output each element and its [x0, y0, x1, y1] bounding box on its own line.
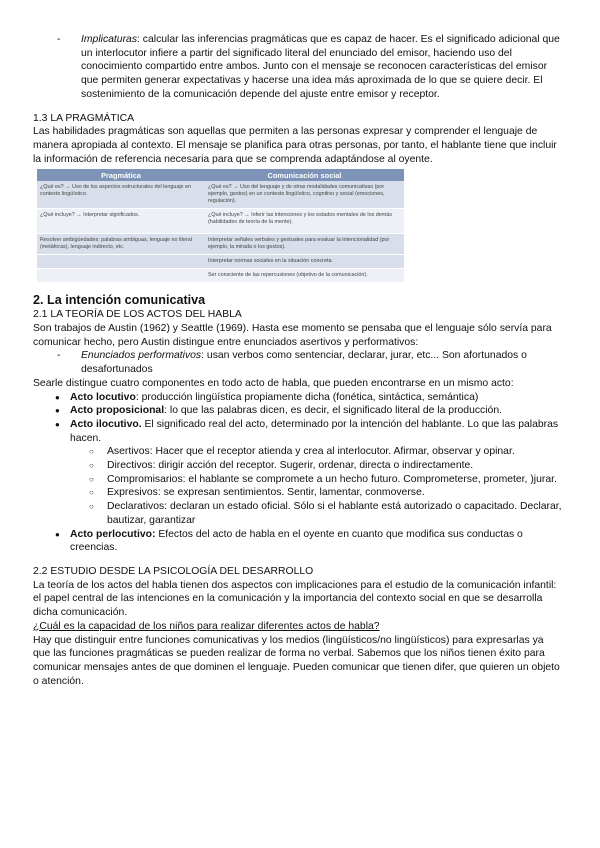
table-row	[37, 181, 404, 209]
table-cell: ¿Qué es? → Uso del lenguaje y de otras modalidades comunicativas (por ejemplo, gestos) en un contexto lingüístico, cognitivo y social (emociones, regulación).	[205, 181, 404, 209]
table-cell: Interpretar normas sociales en la situación concreta.	[205, 255, 404, 269]
sublist-item-asertivos: ○ Asertivos: Hacer que el receptor atienda y crea al interlocutor. Afirmar, observar y opinar.	[70, 445, 563, 459]
pragmatica-paragraph: Las habilidades pragmáticas son aquellas que permiten a las personas expresar y comprender el lenguaje de manera apropiada al contexto. El mensaje se planifica para otras personas, por tanto, el hablante tiene que incluir la información de referencia necesaria para que se comprenda adaptándose al oyente.	[33, 126, 557, 165]
funciones-paragraph: Hay que distinguir entre funciones comunicativas y los medios (lingüísticos/no lingüísticos) para expresarlas ya que las funciones pragmáticas se pueden realizar de forma no verbal. Sabemos que los niños tienen éxito para comunicar mensajes antes de que dominen el lenguaje. Pueden comunicar que tienen difer, que quieren un objeto o atención.	[33, 634, 560, 687]
sublist-item-compromisarios: ○ Compromisarios: el hablante se compromete a un hecho futuro. Comprometerse, prometer, )jurar.	[70, 473, 563, 487]
table-row	[37, 234, 404, 255]
sublist-item-declarativos: ○ Declarativos: declaran un estado oficial. Sólo si el hablante está autorizado o capacitado. Declarar, bautizar, garantizar	[70, 500, 563, 527]
list-item-acto-perlocutivo: ● Acto perlocutivo: Efectos del acto de habla en el oyente en cuanto que modifica sus conductas o creencias.	[33, 528, 563, 555]
sublist-item-directivos: ○ Directivos: dirigir acción del receptor. Sugerir, ordenar, directa o indirectamente.	[70, 459, 563, 473]
section-heading-2: 2. La intención comunicativa	[33, 293, 206, 308]
capacidad-question: ¿Cuál es la capacidad de los niños para realizar diferentes actos de habla?	[33, 620, 380, 632]
performativos-item	[57, 349, 563, 376]
table-header-pragmatica: Pragmática	[37, 169, 205, 181]
dash-marker: -	[57, 34, 61, 45]
section-heading-1-3: 1.3 LA PRAGMÁTICA	[33, 112, 135, 124]
document-page	[33, 33, 563, 688]
table-header-comunicacion-social: Comunicación social	[205, 169, 404, 181]
table-row	[37, 269, 404, 283]
table-row	[37, 255, 404, 269]
sublist-item-expresivos: ○ Expresivos: se expresan sentimientos. Sentir, lamentar, conmoverse.	[70, 486, 563, 500]
ilocutivo-sublist	[70, 445, 563, 527]
performativos-term: Enunciados performativos	[81, 350, 202, 362]
table-row	[37, 209, 404, 234]
dash-marker: -	[57, 350, 61, 362]
table-cell: ¿Qué incluye? → Interpretar significados.	[37, 209, 205, 234]
acts-list	[33, 391, 563, 555]
implicaturas-item	[57, 33, 563, 102]
implicaturas-term: Implicaturas	[81, 34, 138, 45]
list-item-acto-proposicional: ● Acto proposicional: lo que las palabras dicen, es decir, el significado literal de la producción.	[33, 404, 563, 418]
table-cell: Ser consciente de las repercusiones (objetivo de la comunicación).	[205, 269, 404, 283]
pragmatica-table	[37, 169, 404, 283]
list-item-acto-locutivo: ● Acto locutivo: producción lingüística propiamente dicha (fonética, sintáctica, semántica)	[33, 391, 563, 405]
table-cell	[37, 269, 205, 283]
austin-paragraph: Son trabajos de Austin (1962) y Seattle (1969). Hasta ese momento se pensaba que el lenguaje sólo servía para comunicar hecho, pero Austin distingue entre enunciados asertivos y performativos:	[33, 323, 552, 348]
searle-paragraph: Searle distingue cuatro componentes en todo acto de habla, que pueden encontrarse en un mismo acto:	[33, 377, 514, 389]
table-cell: ¿Qué incluye? → Inferir las intenciones y los estados mentales de los demás (habilidades de teoría de la mente).	[205, 209, 404, 234]
section-heading-2-2: 2.2 ESTUDIO DESDE LA PSICOLOGÍA DEL DESARROLLO	[33, 565, 314, 577]
table-cell: ¿Qué es? → Uso de los aspectos estructurales del lenguaje en contexto lingüístico.	[37, 181, 205, 209]
table-cell: Resolver ambigüedades: palabras ambiguas, lenguaje no literal (metáforas), lenguaje indirecto, etc.	[37, 234, 205, 255]
performativos-text: : usan verbos como sentenciar, declarar, jurar, etc... Son afortunados o desafortunados	[81, 350, 527, 376]
table-cell	[37, 255, 205, 269]
list-item-acto-ilocutivo: ● Acto ilocutivo. El significado real del acto, determinado por la intención del hablante. Lo que las palabras hacen. ○ Asertivos: Hacer que el receptor atienda y crea al interlocutor. Afirmar, observar y opinar. ○ Directivos: dirigir acción del receptor. Sugerir, ordenar, directa o indirectamente. ○ Compromisarios: el hablante se compromete a un hecho futuro. Comprometerse, prometer, )jurar. ○ Expresivos: se expresan sentimientos. Sentir, lamentar, conmoverse. ○ Declarativos: declaran un estado oficial. Sólo si el hablante está autorizado o capacitado. Declarar, bautizar, garantizar	[33, 418, 563, 528]
table-cell: Interpretar señales verbales y gestuales para evaluar la intencionalidad (por ejemplo, la mirada o los gestos).	[205, 234, 404, 255]
section-heading-2-1: 2.1 LA TEORÍA DE LOS ACTOS DEL HABLA	[33, 309, 242, 321]
desarrollo-paragraph: La teoría de los actos del habla tienen dos aspectos con implicaciones para el estudio de la comunicación infantil: el papel central de las intenciones en la comunicación y la importancia del contexto social en que se desarrolla dicha comunicación.	[33, 579, 557, 619]
implicaturas-text: : calcular las inferencias pragmáticas que es capaz de hacer. Es el significado adicional que un interlocutor infiere a partir del significado literal del enunciado del emisor, haciendo uso del conocimiento compartido entre ambos. Junto con el mensaje se reconocen características del emisor que permiten generar expectativas y hacerse una idea más aproximada de lo que se quiere decir. El sostenimiento de la comunicación depende del ajuste entre emisor y receptor.	[81, 34, 560, 100]
